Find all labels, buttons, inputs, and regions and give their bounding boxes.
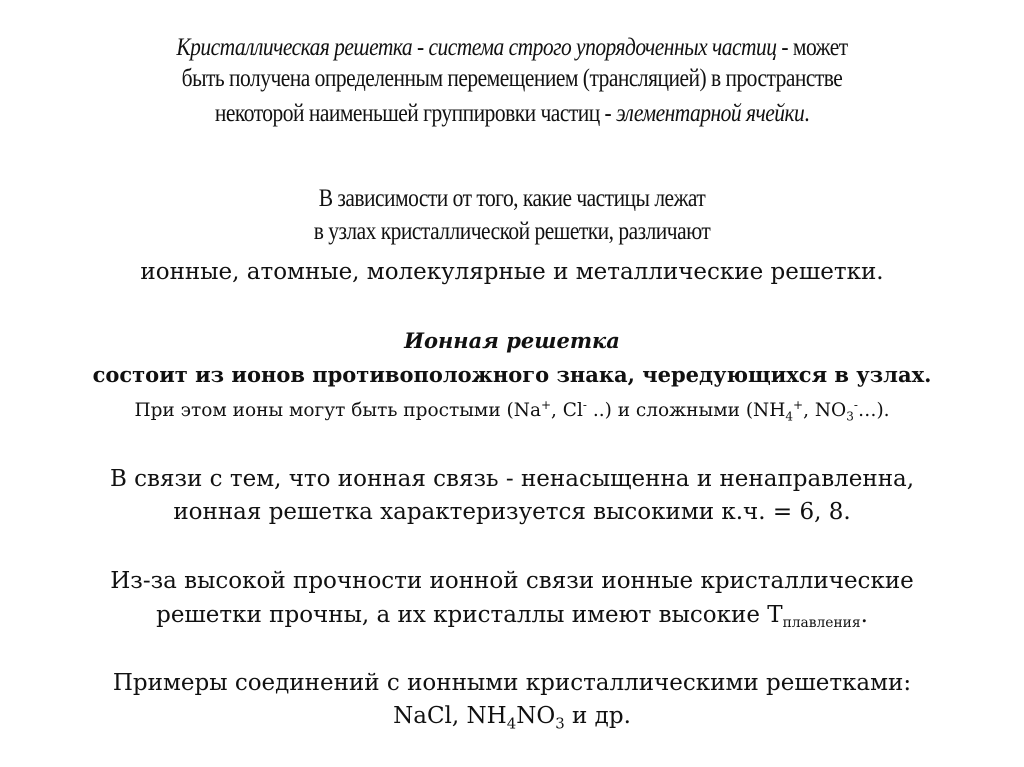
types-line-1: В зависимости от того, какие частицы лежат	[318, 185, 706, 212]
ionic-examples-part: , Cl	[551, 400, 583, 421]
strength-line-2	[0, 600, 1024, 634]
bond-line-2: ионная решетка характеризуется высокими к.ч. = 6, 8.	[173, 499, 851, 525]
intro-line-1-rest: - может	[776, 34, 848, 61]
intro-line-2: быть получена определенным перемещением (трансляцией) в пространстве	[181, 65, 843, 92]
intro-term: Кристаллическая решетка - система строго упорядоченных частиц	[176, 34, 777, 61]
types-line-3: ионные, атомные, молекулярные и металлические решетки.	[140, 259, 884, 285]
ion-subscript: 3	[846, 409, 854, 424]
intro-line-3-end: .	[804, 100, 810, 127]
compounds-line-2	[0, 701, 1024, 732]
intro-unit-cell-term: элементарной ячейки	[616, 100, 805, 127]
compounds-line-1: Примеры соединений с ионными кристаллическими решетками:	[112, 670, 912, 696]
intro-line-3-start: некоторой наименьшей группировки частиц -	[214, 100, 617, 127]
strength-line-1: Из-за высокой прочности ионной связи ионные кристаллические	[110, 568, 914, 594]
ionic-definition: состоит из ионов противоположного знака, чередующихся в узлах.	[92, 362, 932, 387]
intro-line-3	[72, 96, 953, 132]
ion-charge: -	[853, 397, 858, 412]
ion-charge: +	[540, 397, 552, 412]
types-line-2: в узлах кристаллической решетки, различают	[313, 218, 711, 245]
ionic-examples-part: При этом ионы могут быть простыми (Na	[134, 400, 541, 421]
compound-formula-part: NO	[516, 703, 556, 729]
ion-charge: +	[793, 397, 804, 412]
ion-charge: -	[582, 397, 587, 412]
formula-subscript: 3	[555, 714, 565, 733]
ion-subscript: 4	[785, 409, 794, 424]
ionic-title: Ионная решетка	[404, 328, 620, 353]
ionic-examples-part: …).	[857, 400, 890, 421]
bond-line-1: В связи с тем, что ионная связь - ненасыщенна и ненаправленна,	[109, 466, 915, 492]
compound-formula-part: NaCl, NH	[393, 703, 507, 729]
strength-line-2-end: .	[860, 602, 868, 628]
ionic-examples-part: , NO	[803, 400, 847, 421]
formula-subscript: 4	[506, 714, 517, 733]
melting-subscript: плавления	[782, 614, 861, 631]
ionic-examples	[0, 397, 1024, 425]
strength-line-2-start: решетки прочны, а их кристаллы имеют высокие Т	[156, 602, 783, 628]
ionic-examples-part: ..) и сложными (NH	[586, 400, 786, 421]
compound-formula-part: и др.	[564, 703, 631, 729]
